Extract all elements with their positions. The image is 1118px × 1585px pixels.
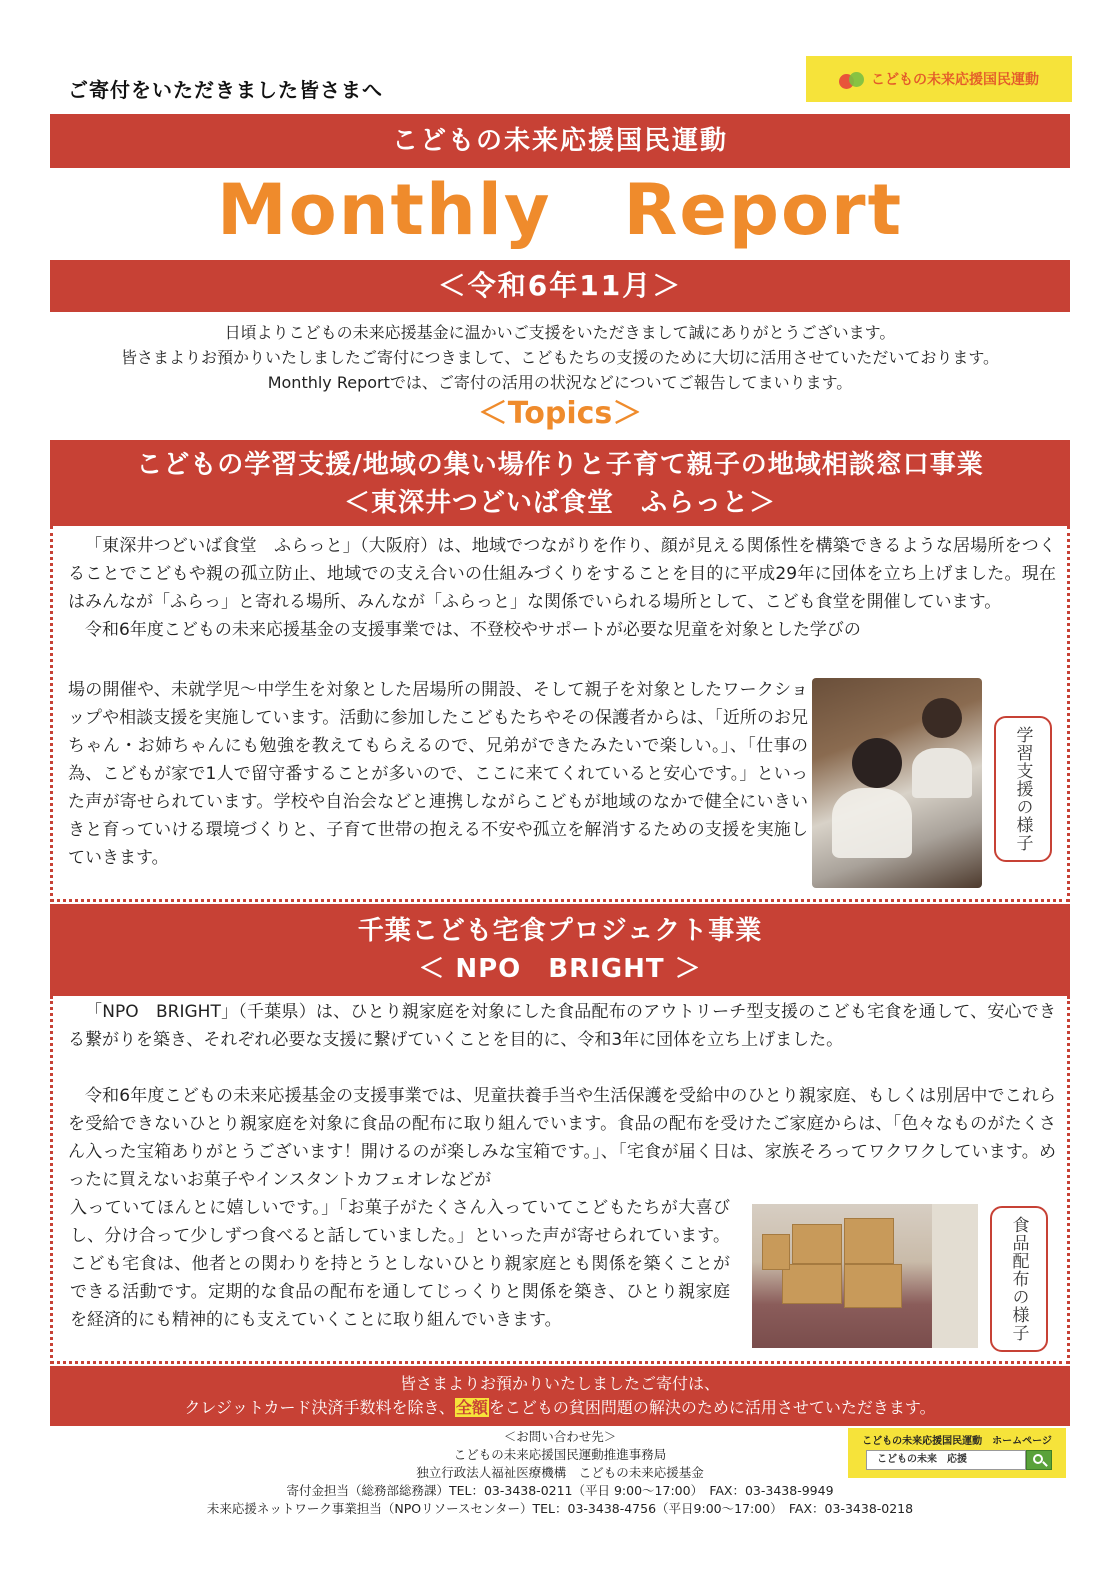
contact-info: [190, 1428, 930, 1518]
logo-mark-icon: [839, 68, 865, 90]
section2-banner: [50, 904, 1070, 996]
org-banner: こどもの未来応援国民運動: [50, 114, 1070, 168]
contact-org: 独立行政法人福祉医療機構 こどもの未来応援基金: [416, 1465, 704, 1480]
topics-heading: ＜Topics＞: [477, 396, 643, 431]
search-icon[interactable]: [1026, 1450, 1052, 1470]
section1-paragraph: 「東深井つどいば食堂 ふらっと」（大阪府）は、地域でつながりを作り、顔が見える関係性を構築できるような居場所をつくることでこどもや親の孤立防止、地域での支え合いの仕組みづくりをすることを目的に平成29年に団体を立ち上げました。現在はみんなが「ふらっ」と寄れる場所、みんなが「ふらっと」な関係でいられる場所として、こども食堂を開催しています。: [68, 536, 1056, 612]
intro-line: 皆さまよりお預かりいたしましたご寄付につきまして、こどもたちの支援のために大切に活用させていただいております。: [120, 348, 1000, 367]
contact-org: こどもの未来応援国民運動推進事務局: [453, 1447, 667, 1462]
section1-paragraph: 令和6年度こどもの未来応援基金の支援事業では、不登校やサポートが必要な児童を対象とした学びの: [85, 620, 861, 640]
intro-line: 日頃よりこどもの未来応援基金に温かいご支援をいただきまして誠にありがとうございます。: [224, 323, 896, 342]
section1-title: こどもの学習支援/地域の集い場作りと子育て親子の地域相談窓口事業: [136, 450, 984, 480]
section2-title: 千葉こども宅食プロジェクト事業: [357, 916, 763, 946]
homepage-search-banner[interactable]: [848, 1428, 1066, 1478]
section2-paragraph-continued: 入っていてほんとに嬉しいです。」「お菓子がたくさん入っていてこどもたちが大喜びし、分け合って少しずつ食べると話していました。」といった声が寄せられています。こども宅食は、他者との関わりを持とうとしないひとり親家庭とも関係を築くことができる活動です。定期的な食品の配布を通してじっくりと関係を築き、ひとり親家庭を経済的にも精神的にも支えていくことに取り組んでいきます。: [70, 1198, 730, 1330]
donation-usage-line: 皆さまよりお預かりいたしましたご寄付は、: [399, 1374, 720, 1393]
donation-usage-banner: [50, 1366, 1070, 1426]
section1-subtitle: ＜東深井つどいば食堂 ふらっと＞: [343, 488, 776, 518]
donation-usage-line: [50, 1396, 1070, 1420]
donation-usage-text: クレジットカード決済手数料を除き、: [184, 1398, 455, 1417]
full-amount-highlight: 全額: [455, 1398, 488, 1417]
food-distribution-photo: [752, 1204, 978, 1348]
section1-paragraph-continued: 場の開催や、未就学児～中学生を対象とした居場所の開設、そして親子を対象としたワークショップや相談支援を実施しています。活動に参加したこどもたちやその保護者からは、「近所のお兄ちゃん・お姉ちゃんにも勉強を教えてもらえるので、兄弟ができたみたいで楽しい。」、「仕事の為、こどもが家で1人で留守番することが多いので、ここに来てくれていると安心です。」といった声が寄せられています。学校や自治会などと連携しながらこどもが地域のなかで健全にいきいきと育っていける環境づくりと、子育て世帯の抱える不安や孤立を解消するための支援を実施していきます。: [68, 680, 808, 868]
study-support-photo-caption: 学習支援の様子: [994, 716, 1052, 862]
contact-phone-line: 寄付金担当（総務部総務課）TEL：03-3438-0211（平日 9:00～17:00） FAX：03-3438-9949: [286, 1483, 834, 1498]
homepage-title: こどもの未来応援国民運動 ホームページ: [862, 1436, 1052, 1447]
logo-text: こどもの未来応援国民運動: [871, 72, 1039, 88]
study-support-photo: [812, 678, 982, 888]
section1-body: [68, 532, 1056, 644]
homepage-search-box[interactable]: こどもの未来 応援: [866, 1450, 1026, 1470]
food-distribution-photo-caption: 食品配布の様子: [990, 1206, 1048, 1352]
section2-paragraph: 令和6年度こどもの未来応援基金の支援事業では、児童扶養手当や生活保護を受給中のひとり親家庭、もしくは別居中でこれらを受給できないひとり親家庭を対象に食品の配布に取り組んでいます。食品の配布を受けたご家庭からは、「色々なものがたくさん入った宝箱ありがとうございます！開けるのが楽しみな宝箱です。」、「宅食が届く日は、家族そろってワクワクしています。めったに買えないお菓子やインスタントカフェオレなどが: [68, 1086, 1056, 1190]
section2-subtitle: ＜ NPO BRIGHT ＞: [418, 954, 702, 984]
report-title: Monthly Report: [216, 169, 904, 251]
campaign-logo: [806, 56, 1072, 102]
section2-paragraph: 「NPO BRIGHT」（千葉県）は、ひとり親家庭を対象にした食品配布のアウトリーチ型支援のこども宅食を通して、安心できる繋がりを築き、それぞれ必要な支援に繋げていくことを目的に、令和3年に団体を立ち上げました。: [68, 1002, 1056, 1050]
section1-banner: [50, 440, 1070, 526]
donation-usage-text: をこどもの貧困問題の解決のために活用させていただきます。: [488, 1398, 936, 1417]
contact-phone-line: 未来応援ネットワーク事業担当（NPOリソースセンター）TEL：03-3438-4756（平日9:00～17:00） FAX：03-3438-0218: [206, 1501, 914, 1516]
greeting-heading: ご寄付をいただきました皆さまへ: [68, 78, 383, 102]
report-date-banner: ＜令和6年11月＞: [50, 260, 1070, 312]
contact-heading: ＜お問い合わせ先＞: [503, 1429, 617, 1444]
intro-line: Monthly Reportでは、ご寄付の活用の状況などについてご報告してまいります。: [267, 373, 853, 392]
intro-text: [40, 320, 1080, 395]
